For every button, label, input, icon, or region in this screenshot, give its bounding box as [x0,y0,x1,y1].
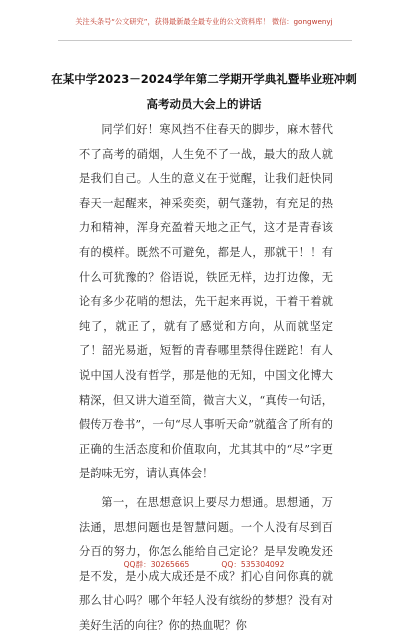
footer-qq-number: QQ：535304092 [221,560,285,569]
body-paragraph-1: 同学们好！寒风挡不住春天的脚步，麻木替代不了高考的硝烟，人生免不了一战，最大的敌人就是我们自己。人生的意义在于觉醒，让我们赶快同春天一起醒来，神采奕奕，朝气蓬勃，有充足的热力和精神，浑身充盈着天地之正气，这才是青春该有的模样。既然不可避免，都是人，那就干！！有什么可犹豫的？俗语说，铁匠无样，边打边像，无论有多少花哨的想法，先干起来再说，干着干着就纯了，就正了，就有了感觉和方向，从而就坚定了！韶光易逝，短暂的青春哪里禁得住蹉跎！有人说中国人没有哲学，那是他的无知，中国文化博大精深，但又讲大道至简，微言大义，“真传一句话，假传万卷书”，一句“尽人事听天命”就蕴含了所有的正确的生活态度和价值取向，尤其其中的“尽”字更是韵味无穷，请认真体会！ [79,123,333,481]
document-title-line-2: 高考动员大会上的讲话 [146,97,262,111]
header-banner: 关注头条号“公文研究”，获得最新最全最专业的公文资料库！ 微信：gongwenyj [75,17,333,26]
footer-contact [0,559,408,570]
header-divider [58,40,352,41]
footer-qq-group: QQ群：30265665 [123,560,190,569]
body-paragraph-2: 第一，在思想意识上要尽力想通。思想通，万法通，思想问题也是智慧问题。一个人没有尽到百分百的努力，你怎么能给自己定论？是早发晚发还是不发，是小成大成还是不成？扪心自问你真的就那么甘心吗？哪个年轻人没有缤纷的梦想？没有对美好生活的向往？你的热血呢？你 [79,495,333,632]
document-title-line-1: 在某中学2023－2024学年第二学期开学典礼暨毕业班冲刺 [51,72,357,86]
